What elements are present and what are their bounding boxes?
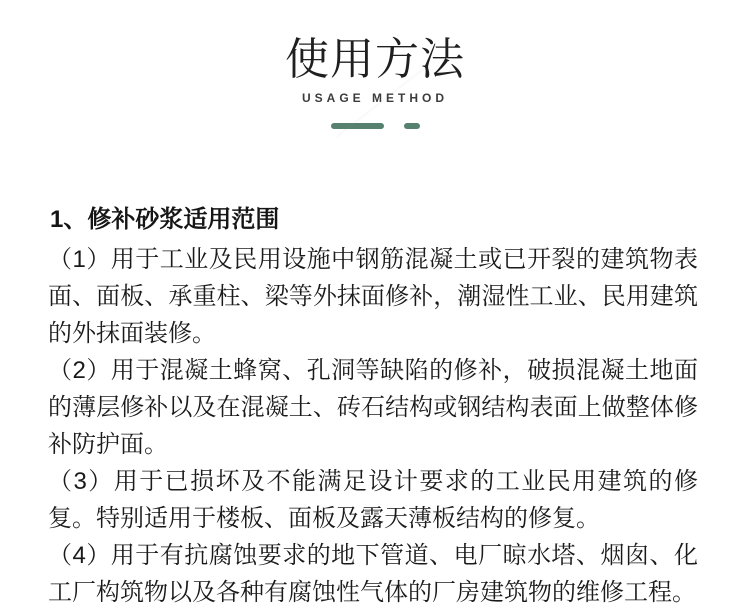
page-title: 使用方法	[285, 35, 465, 84]
usage-content	[48, 201, 698, 610]
usage-paragraph-3: （3）用于已损坏及不能满足设计要求的工业民用建筑的修复。特别适用于楼板、面板及露天薄板结构的修复。	[48, 468, 698, 532]
page-header	[0, 0, 750, 129]
section-heading: 1、修补砂浆适用范围	[50, 206, 280, 233]
usage-paragraph-1: （1）用于工业及民用设施中钢筋混凝土或已开裂的建筑物表面、面板、承重柱、梁等外抹面修补，潮湿性工业、民用建筑的外抹面装修。	[48, 246, 698, 347]
usage-paragraph-2: （2）用于混凝土蜂窝、孔洞等缺陷的修补，破损混凝土地面的薄层修补以及在混凝土、砖石结构或钢结构表面上做整体修补防护面。	[48, 357, 698, 458]
page-subtitle: USAGE METHOD	[301, 91, 448, 105]
divider-long-dash-icon	[331, 123, 384, 129]
usage-paragraph-4: （4）用于有抗腐蚀要求的地下管道、电厂晾水塔、烟囱、化工厂构筑物以及各种有腐蚀性气体的厂房建筑物的维修工程。	[48, 542, 698, 606]
divider-short-dash-icon	[404, 123, 420, 129]
title-divider	[0, 123, 750, 129]
